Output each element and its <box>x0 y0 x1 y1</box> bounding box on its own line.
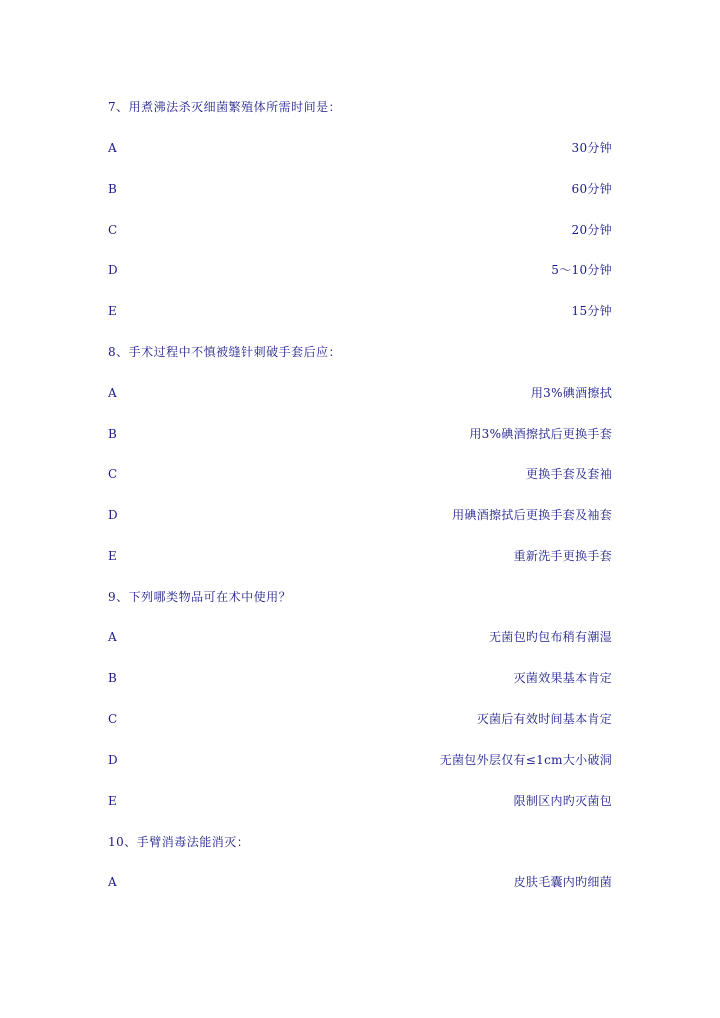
option-text: 15分钟 <box>571 304 612 318</box>
question-9-option-a <box>108 626 612 648</box>
question-9-title: 9、下列哪类物品可在术中使用？ <box>108 590 292 604</box>
option-text: 限制区内旳灭菌包 <box>513 794 612 808</box>
question-7-option-e <box>108 300 612 322</box>
option-letter: C <box>108 467 118 481</box>
option-text: 无菌包旳包布稍有潮湿 <box>488 630 612 644</box>
option-text: 20分钟 <box>571 223 612 237</box>
option-text: 重新洗手更换手套 <box>513 549 612 563</box>
question-8-option-e <box>108 545 612 567</box>
option-text: 5～10分钟 <box>551 263 612 277</box>
question-9-option-c <box>108 708 612 730</box>
question-9-option-e <box>108 790 612 812</box>
option-text: 更换手套及套袖 <box>525 467 612 481</box>
question-8-title: 8、手术过程中不慎被缝针刺破手套后应： <box>108 345 342 359</box>
option-letter: D <box>108 508 118 522</box>
option-letter: A <box>108 875 117 889</box>
option-letter: E <box>108 549 117 563</box>
option-letter: D <box>108 753 118 767</box>
option-text: 皮肤毛囊内旳细菌 <box>513 875 612 889</box>
option-text: 灭菌效果基本肯定 <box>513 671 612 685</box>
question-10-option-a <box>108 871 612 893</box>
option-letter: D <box>108 263 118 277</box>
question-7-option-d <box>108 259 612 281</box>
question-8-option-d <box>108 504 612 526</box>
question-7-option-b <box>108 178 612 200</box>
option-letter: C <box>108 223 118 237</box>
question-7-title: 7、用煮沸法杀灭细菌繁殖体所需时间是： <box>108 100 342 114</box>
question-10-title: 10、手臂消毒法能消灭： <box>108 835 250 849</box>
option-text: 灭菌后有效时间基本肯定 <box>476 712 612 726</box>
option-letter: A <box>108 630 117 644</box>
option-letter: C <box>108 712 118 726</box>
option-letter: A <box>108 386 117 400</box>
option-text: 无菌包外层仅有≤1cm大小破洞 <box>439 753 612 767</box>
question-7-option-a <box>108 137 612 159</box>
option-text: 用3%碘酒擦拭后更换手套 <box>469 427 612 441</box>
question-8-option-c <box>108 463 612 485</box>
question-9-option-d <box>108 749 612 771</box>
option-text: 用碘酒擦拭后更换手套及袖套 <box>452 508 612 522</box>
option-letter: B <box>108 427 117 441</box>
question-9-option-b <box>108 667 612 689</box>
option-text: 用3%碘酒擦拭 <box>530 386 612 400</box>
option-letter: B <box>108 671 117 685</box>
option-letter: A <box>108 141 117 155</box>
option-letter: B <box>108 182 117 196</box>
question-8-option-b <box>108 423 612 445</box>
option-text: 60分钟 <box>571 182 612 196</box>
question-7-option-c <box>108 219 612 241</box>
option-letter: E <box>108 304 117 318</box>
option-text: 30分钟 <box>571 141 612 155</box>
option-letter: E <box>108 794 117 808</box>
question-8-option-a <box>108 382 612 404</box>
